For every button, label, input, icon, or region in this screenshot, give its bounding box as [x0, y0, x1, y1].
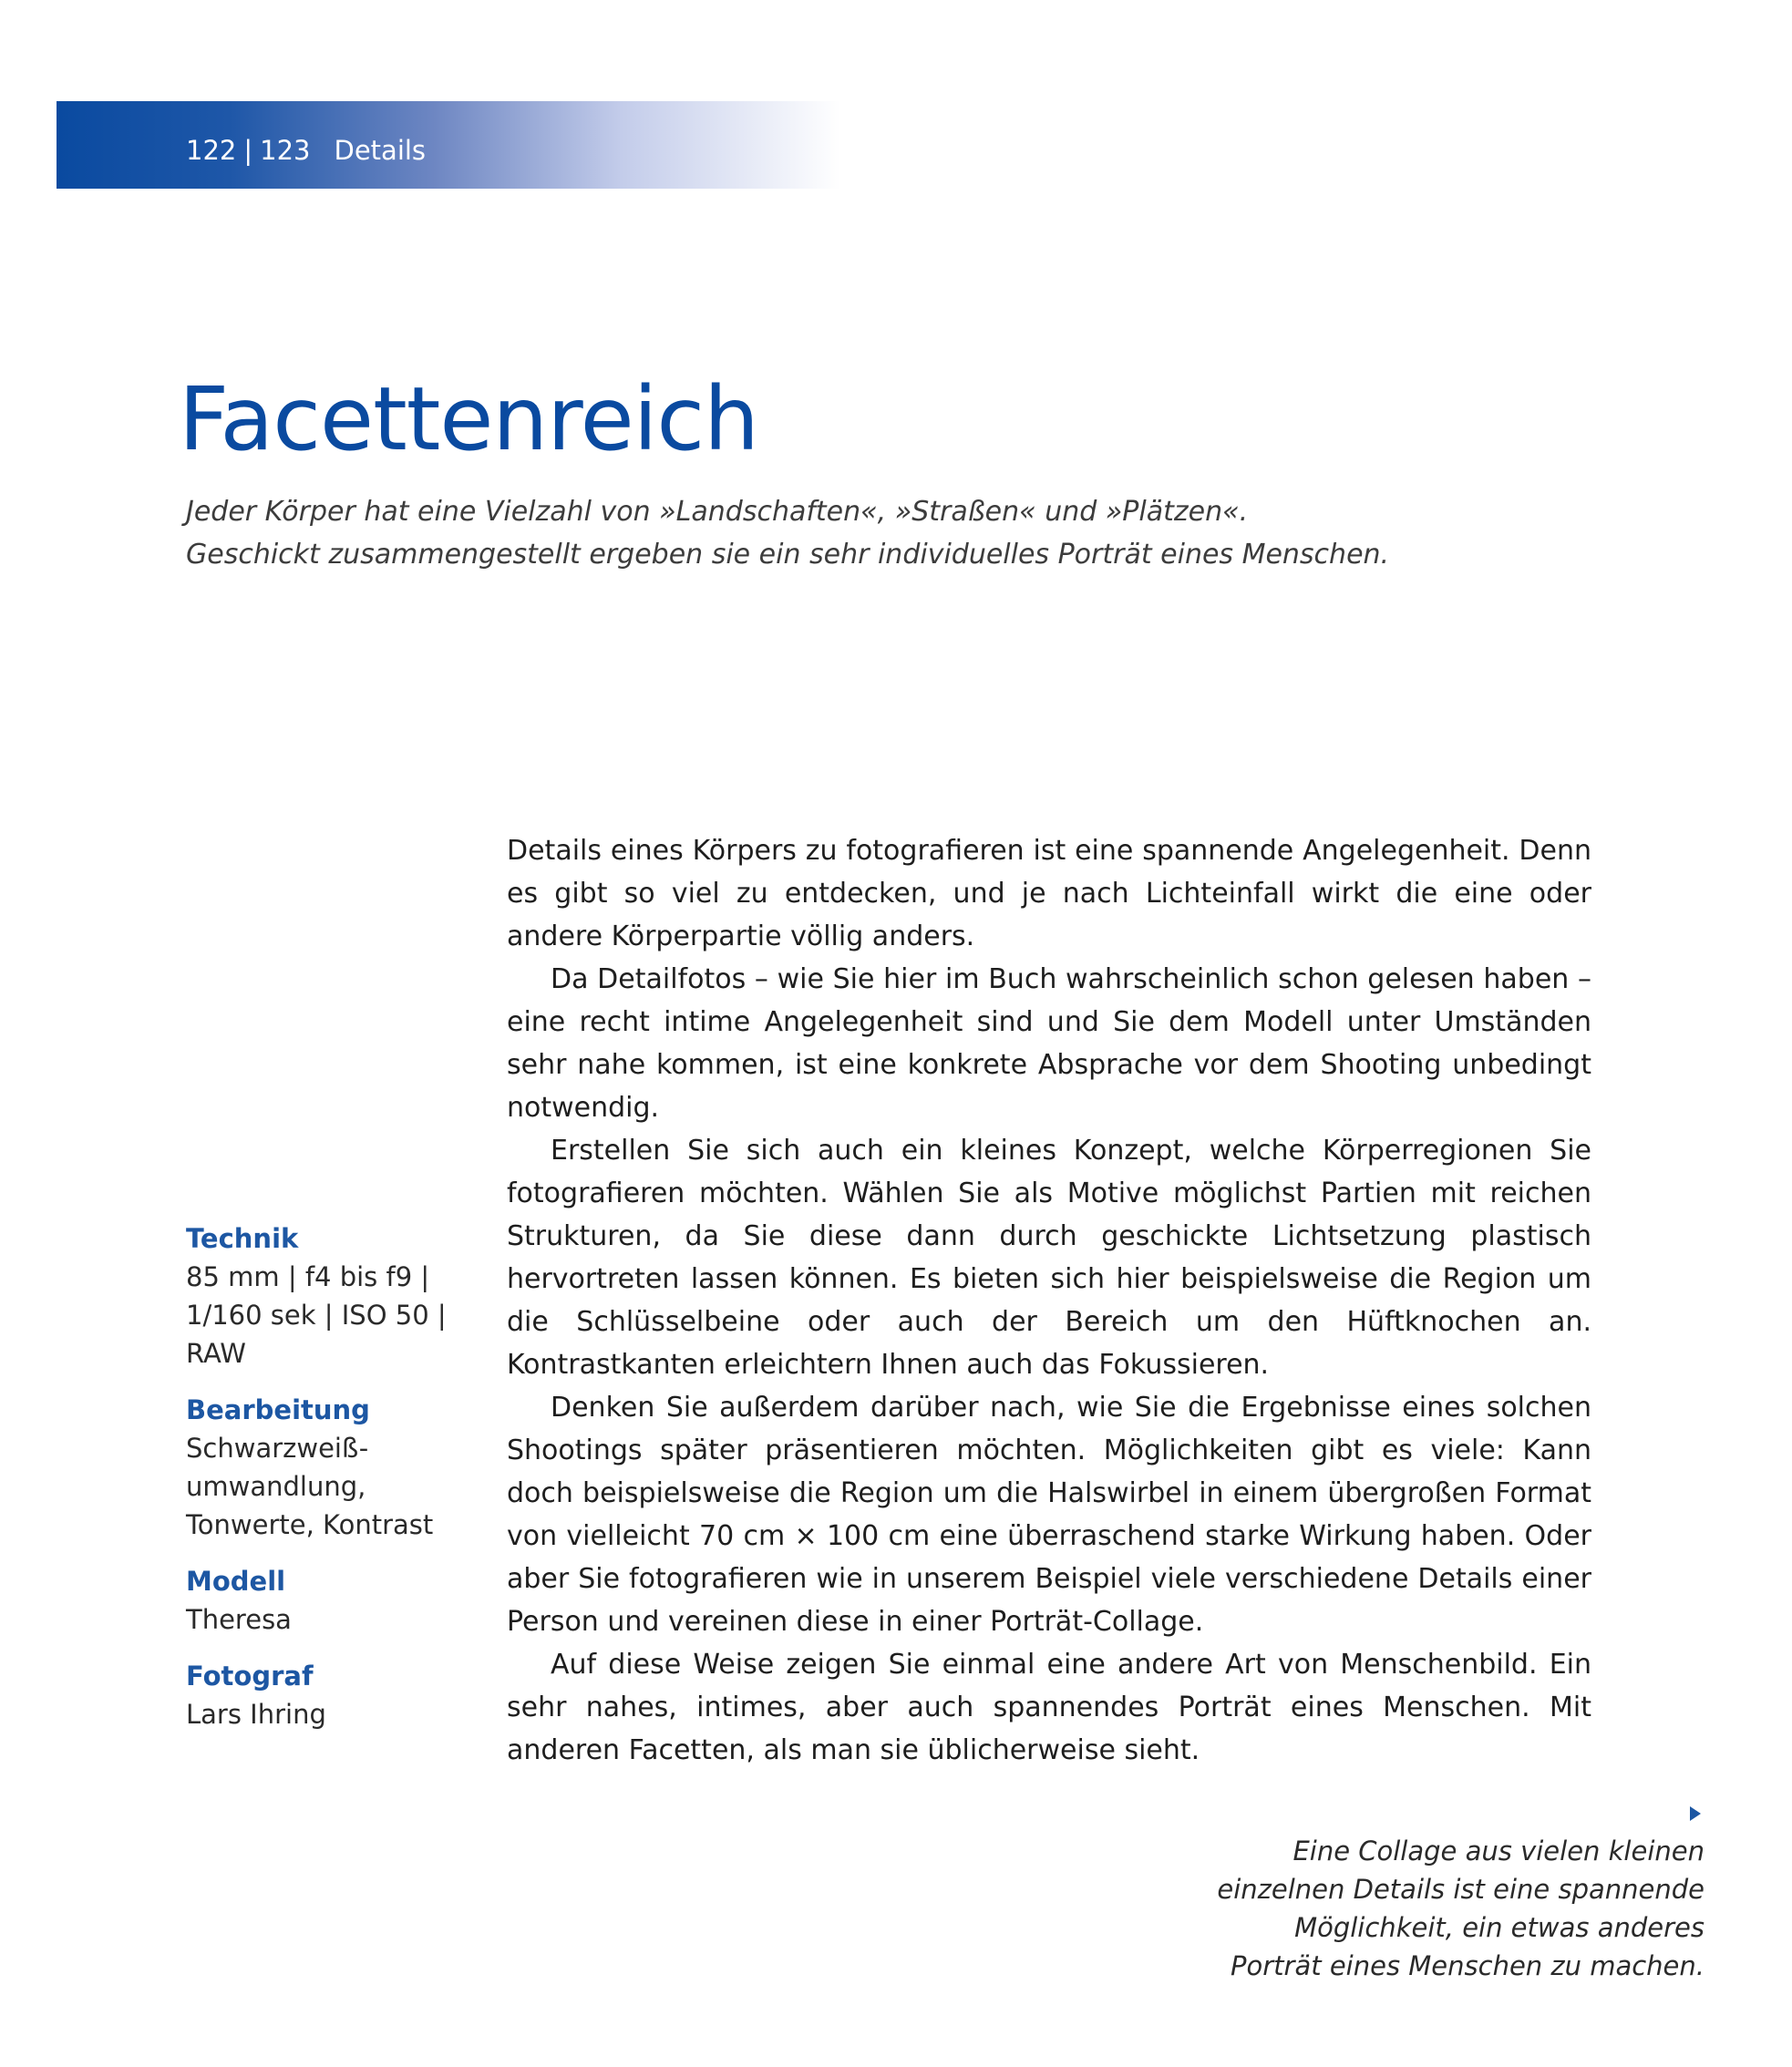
modell-value: Theresa: [186, 1604, 292, 1635]
body-paragraph: Da Detailfotos – wie Sie hier im Buch wahrscheinlich schon gelesen haben – eine recht intime Angelegenheit sind und Sie dem Modell unter Umständen sehr nahe kommen, ist eine konkrete Absprache vor dem Shooting unbedingt notwendig.: [507, 963, 1591, 1124]
running-header: [186, 135, 427, 166]
section-name: Details: [334, 135, 427, 166]
caption-line: Möglichkeit, ein etwas anderes: [1294, 1912, 1704, 1943]
technik-value: 85 mm | f4 bis f9 | 1/160 sek | ISO 50 | RAW: [186, 1261, 447, 1369]
page-number-right: 123: [260, 135, 311, 166]
photo-info-sidebar: [186, 1219, 478, 1752]
bearbeitung-label: Bearbeitung: [186, 1394, 370, 1425]
page-separator: |: [243, 135, 253, 166]
page-number-left: 122: [186, 135, 237, 166]
modell-group: [186, 1562, 478, 1639]
caption-arrow-icon: [1690, 1806, 1701, 1821]
subtitle-line: Jeder Körper hat eine Vielzahl von »Landschaften«, »Straßen« und »Plätzen«.: [186, 496, 1249, 528]
body-paragraph: Auf diese Weise zeigen Sie einmal eine andere Art von Menschenbild. Ein sehr nahes, intimes, aber auch spannendes Porträt eines Menschen. Mit anderen Facetten, als man sie üblicherweise sieht.: [507, 1649, 1591, 1766]
bearbeitung-group: [186, 1391, 478, 1544]
caption-line: Eine Collage aus vielen kleinen: [1293, 1836, 1704, 1866]
fotograf-label: Fotograf: [186, 1661, 314, 1692]
image-caption: [1121, 1832, 1704, 1985]
subtitle: [186, 490, 1608, 576]
page-title: Facettenreich: [179, 368, 758, 470]
technik-group: [186, 1219, 478, 1373]
caption-line: einzelnen Details ist eine spannende: [1217, 1874, 1704, 1905]
modell-label: Modell: [186, 1566, 286, 1597]
body-paragraph: Erstellen Sie sich auch ein kleines Konzept, welche Körperregionen Sie fotografieren möchten. Wählen Sie als Motive möglichst Partien mit reichen Strukturen, da Sie diese dann durch geschickte Lichtsetzung plastisch hervortreten lassen können. Es bieten sich hier beispielsweise die Region um die Schlüsselbeine oder auch der Bereich um den Hüftknochen an. Kontrastkanten erleichtern Ihnen auch das Fokussieren.: [507, 1135, 1591, 1381]
body-text: [507, 829, 1591, 1772]
technik-label: Technik: [186, 1223, 299, 1254]
body-paragraph: Details eines Körpers zu fotografieren ist eine spannende Angelegenheit. Denn es gibt so viel zu entdecken, und je nach Lichteinfall wirkt die eine oder andere Körperpartie völlig anders.: [507, 835, 1591, 952]
subtitle-line: Geschickt zusammengestellt ergeben sie ein sehr individuelles Porträt eines Menschen.: [186, 539, 1390, 571]
body-paragraph: Denken Sie außerdem darüber nach, wie Sie die Ergebnisse eines solchen Shootings später präsentieren möchten. Möglichkeiten gibt es viele: Kann doch beispielsweise die Region um die Halswirbel in einem übergroßen Format von vielleicht 70 cm × 100 cm eine überraschend starke Wirkung haben. Oder aber Sie fotografieren wie in unserem Beispiel viele verschiedene Details einer Person und vereinen diese in einer Porträt-Collage.: [507, 1392, 1591, 1638]
fotograf-value: Lars Ihring: [186, 1699, 326, 1730]
caption-line: Porträt eines Menschen zu machen.: [1231, 1950, 1704, 1981]
bearbeitung-value: Schwarzweiß-umwandlung, Tonwerte, Kontrast: [186, 1433, 434, 1540]
header-band: [57, 101, 840, 189]
fotograf-group: [186, 1657, 478, 1733]
